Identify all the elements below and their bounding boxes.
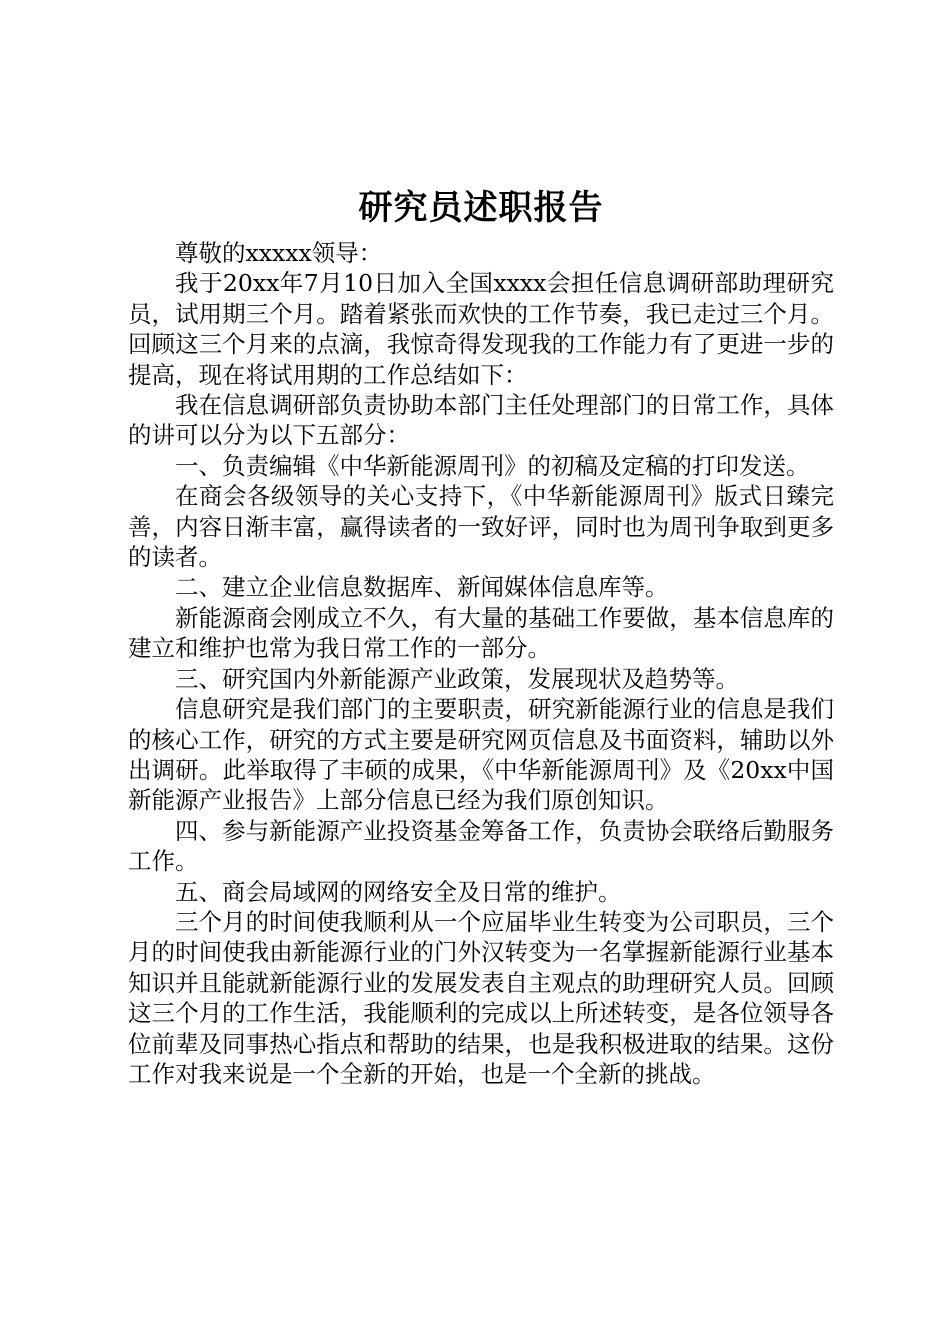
section-heading-5: 五、商会局域网的网络安全及日常的维护。 bbox=[175, 877, 622, 906]
paragraph-duties: 我在信息调研部负责协助本部门主任处理部门的日常工作，具体的讲可以分为以下五部分： bbox=[128, 391, 834, 450]
section-heading-4: 四、参与新能源产业投资基金筹备工作，负责协会联络后勤服务工作。 bbox=[128, 816, 834, 876]
paragraph-conclusion: 三个月的时间使我顺利从一个应届毕业生转变为公司职员，三个月的时间使我由新能源行业的门外汉转变为一名掌握新能源行业基本知识并且能就新能源行业的发展发表自主观点的助理研究人员。回顾这三个月的工作生活，我能顺利的完成以上所述转变，是各位领导各位前辈及同事热心指点和帮助的结果，也是我积极进取的结果。这份工作对我来说是一个全新的开始，也是一个全新的挑战。 bbox=[128, 907, 834, 1088]
paragraph-intro: 我于20xx年7月10日加入全国xxxx会担任信息调研部助理研究员，试用期三个月。踏着紧张而欢快的工作节奏，我已走过三个月。回顾这三个月来的点滴，我惊奇得发现我的工作能力有了更进一步的提高，现在将试用期的工作总结如下： bbox=[128, 269, 834, 389]
paragraph-section-3: 信息研究是我们部门的主要职责，研究新能源行业的信息是我们的核心工作，研究的方式主要是研究网页信息及书面资料，辅助以外出调研。此举取得了丰硕的成果，《中华新能源周刊》及《20xx中国新能源产业报告》上部分信息已经为我们原创知识。 bbox=[128, 695, 834, 815]
section-heading-1: 一、负责编辑《中华新能源周刊》的初稿及定稿的打印发送。 bbox=[175, 451, 810, 480]
salutation: 尊敬的xxxxx领导： bbox=[175, 239, 383, 267]
section-heading-3: 三、研究国内外新能源产业政策，发展现状及趋势等。 bbox=[175, 664, 739, 693]
document-body bbox=[128, 238, 834, 1089]
paragraph-section-1: 在商会各级领导的关心支持下，《中华新能源周刊》版式日臻完善，内容日渐丰富，赢得读者的一致好评，同时也为周刊争取到更多的读者。 bbox=[128, 482, 834, 572]
document-page bbox=[128, 0, 834, 1344]
paragraph-section-2: 新能源商会刚成立不久，有大量的基础工作要做，基本信息库的建立和维护也常为我日常工作的一部分。 bbox=[128, 603, 834, 663]
document-title: 研究员述职报告 bbox=[358, 188, 604, 228]
section-heading-2: 二、建立企业信息数据库、新闻媒体信息库等。 bbox=[175, 573, 669, 602]
